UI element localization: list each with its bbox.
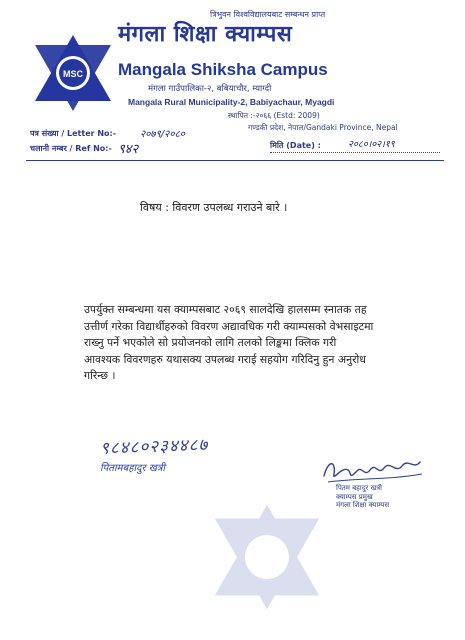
address-english: Mangala Rural Municipality-2, Babiyachaur, Myagdi xyxy=(128,97,335,107)
stamp-line-name: पितम बहादुर खत्री xyxy=(336,484,382,492)
svg-text:MSC: MSC xyxy=(63,69,83,79)
date-divider xyxy=(270,152,440,153)
body-paragraph: उपर्युक्त सम्बन्धमा यस क्याम्पसबाट २०६९ सालदेखि हालसम्म स्नातक तह उत्तीर्ण गरेका विद्यार्थीहरुको विवरण अद्यावधिक गरी क्याम्पसको वेभसाइटमा राख्नु पर्ने भएकोले सो प्रयोजनको लागि तलको लिङ्कमा क्लिक गरी आवश्यक विवरणहरु यथासक्य उपलब्ध गराई सहयोग गरिदिनु हुन अनुरोध गरिन्छ । xyxy=(84,303,374,382)
address-nepali: मंगला गाउँपालिका-२, बबियाचौर, म्याग्दी xyxy=(148,84,272,94)
header-divider xyxy=(26,160,444,161)
subject-line: विषय : विवरण उपलब्ध गराउने बारे । xyxy=(140,201,288,214)
affiliation-text: त्रिभुवन विश्वविद्यालयबाट सम्बन्धन प्राप्त xyxy=(210,10,326,19)
province-text: गण्डकी प्रदेश, नेपाल/Gandaki Province, Nepal xyxy=(248,123,398,132)
campus-name-english: Mangala Shiksha Campus xyxy=(118,60,328,79)
letter-no-value: २०७९/२०८० xyxy=(140,129,185,140)
ref-no-value: ९४२ xyxy=(118,142,139,157)
campus-logo-icon xyxy=(33,33,113,113)
signature-stamp xyxy=(336,484,389,510)
handwritten-name: पितामबहादुर खत्री xyxy=(100,463,166,474)
stamp-line-campus: मंगला शिक्षा क्याम्पस xyxy=(336,501,390,509)
campus-name-nepali: मंगला शिक्षा क्याम्पस xyxy=(118,22,293,47)
handwritten-phone: ९८४८०२३४४८७ xyxy=(99,435,209,459)
date-label: मिति (Date) : xyxy=(270,141,321,150)
stamp-watermark-icon xyxy=(212,502,322,612)
signature-icon xyxy=(318,452,428,488)
ref-no-label: चलानी नम्बर / Ref No:- xyxy=(30,144,112,153)
stamp-line-title: क्याम्पस प्रमुख xyxy=(336,492,373,501)
letter-no-label: पत्र संख्या / Letter No:- xyxy=(30,129,117,138)
date-value: २०८०।०२।१९ xyxy=(348,139,395,150)
established-text: स्थापित :-२०६६ (Estd: 2009) xyxy=(228,111,320,120)
